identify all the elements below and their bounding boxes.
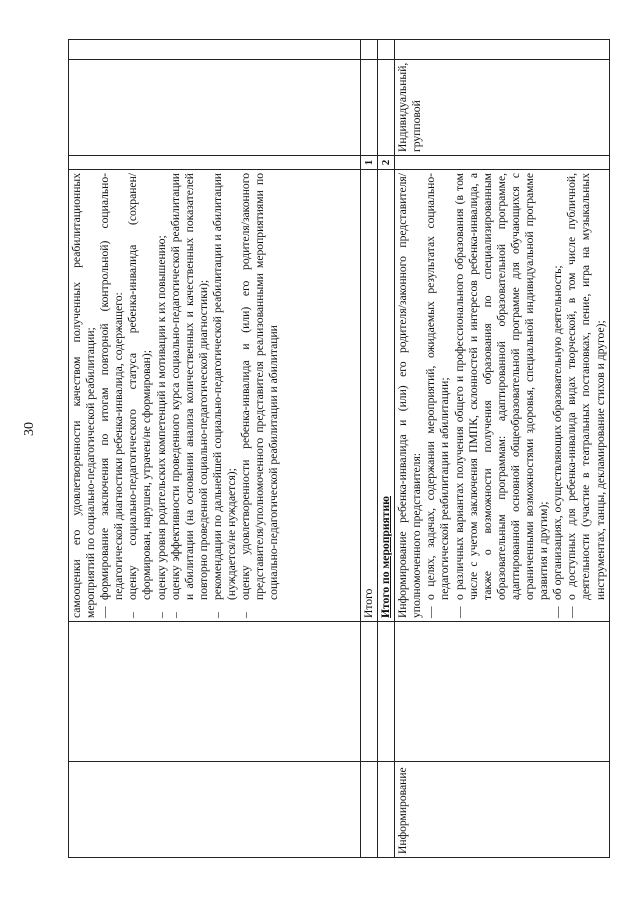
itogo-po-meropriyatiyu-value: 2	[378, 156, 395, 170]
list-item: – рекомендации по дальнейшей социально-педагогической реабилитации и абилитации (нуждается/не нуждается);	[210, 173, 239, 618]
list-item: — о целях, задачах, содержании мероприятий, ожидаемых результатах социально-педагогической реабилитации и абилитации;	[424, 173, 452, 618]
activity-name-cell	[69, 762, 361, 858]
activities-table	[68, 39, 610, 858]
extra-cell	[69, 40, 361, 60]
activity-name-cell: Информирование	[395, 762, 609, 858]
page-number: 30	[22, 422, 37, 436]
extra-cell	[395, 40, 609, 60]
list-item: – оценку социально-педагогического статуса ребенка-инвалида (сохранен/сформирован, нарушен, утрачен/не сформирован);	[126, 173, 154, 618]
list-item: — о доступных для ребенка-инвалида видах творческой, в том числе публичной, деятельности (участие в театральных постановках, пение, игра на музыкальных инструментах, танцы, декламирование стихов и другое);	[565, 173, 607, 618]
itogo-po-meropriyatiyu-label: Итого по мероприятию	[378, 170, 395, 622]
form-cell: Индивидуальный, групповой	[395, 60, 609, 156]
activity-method-cell	[69, 622, 361, 762]
rotated-table-sheet	[68, 40, 607, 858]
itogo-value: 1	[361, 156, 378, 170]
table-row	[361, 40, 378, 858]
list-item: — формирование заключения по итогам повторной (контрольной) социально-педагогической диагностики ребенка-инвалида, содержащего:	[98, 173, 126, 618]
list-item: — о различных вариантах получения общего и профессионального образования (в том числе с учетом заключения ПМПК, склонностей и интересов ребенка-инвалида, а также о возможности получения образования по специализированным образовательным программам: адаптированной образовательной программе, адаптированной основной общеобразовательной программе для обучающихся с ограниченными возможностями здоровья, специальной индивидуальной программе развития и другим);	[452, 173, 551, 618]
activity-method-cell	[395, 622, 609, 762]
table-row	[395, 40, 609, 858]
list-item: – оценку уровня родительских компетенций и мотивации к их повышению;	[154, 235, 168, 618]
activity-content-cell	[69, 170, 361, 622]
activity-content-cell	[395, 170, 609, 622]
form-cell	[69, 60, 361, 156]
table-row	[378, 40, 395, 858]
list-item: – оценку удовлетворенности ребенка-инвалида и (или) его родителя/законного представителя/уполномоченного представителя реализованными мероприятиями по социально-педагогической реабилитации и абилитации	[239, 173, 281, 618]
count-cell	[395, 156, 609, 170]
list-item: – оценку эффективности проведенного курса социально-педагогической реабилитации и абилитации (на основании анализа количественных и качественных показателей повторно проведенной социально-педагогической диагностики);	[168, 173, 210, 618]
table-row	[69, 40, 361, 858]
content-intro: самооценки его удовлетворенности качеством полученных реабилитационных мероприятий по социально-педагогической реабилитации;	[70, 173, 98, 618]
list-item: — об организациях, осуществляющих образовательную деятельность;	[551, 265, 565, 618]
count-cell	[69, 156, 361, 170]
itogo-label: Итого	[361, 170, 378, 622]
content-intro: Информирование ребенка-инвалида и (или) его родителя/законного представителя/уполномоченного представителя:	[396, 173, 424, 618]
